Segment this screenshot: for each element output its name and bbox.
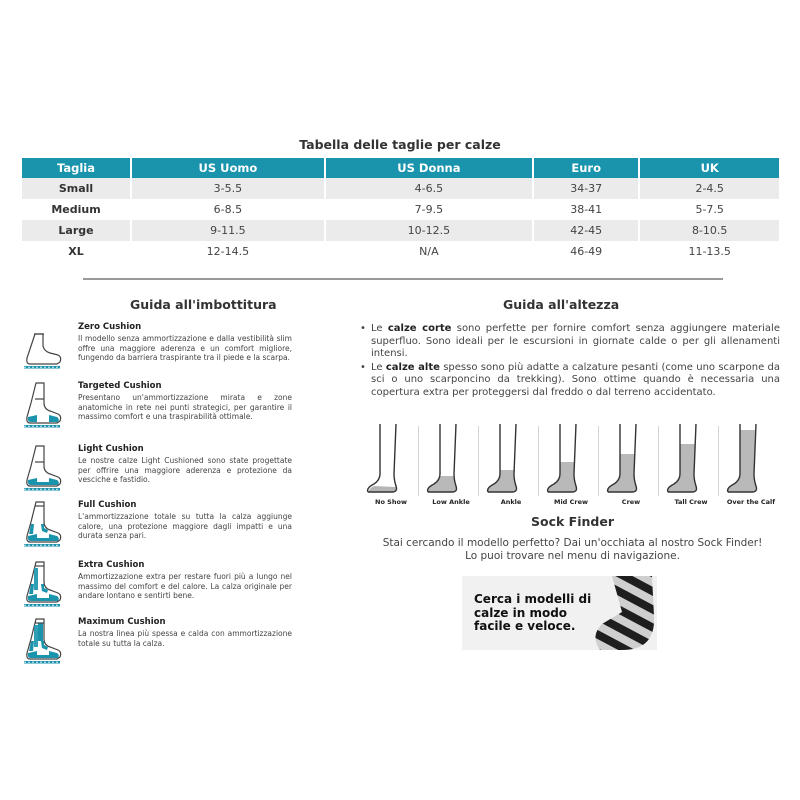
header-us-donna: US Donna <box>326 158 532 178</box>
cushion-item-full <box>22 500 292 555</box>
cushion-description: L'ammortizzazione totale su tutta la calza aggiunge calore, una protezione maggiore dagli impatti e una durata senza pari. <box>78 512 292 540</box>
sock-height-tall-crew <box>662 424 720 508</box>
table-cell: 2-4.5 <box>640 178 779 199</box>
sock-finder-text <box>360 537 785 563</box>
sock-height-label: No Show <box>375 498 407 506</box>
cushion-item-light <box>22 444 292 499</box>
table-row <box>22 178 779 199</box>
table-cell: 7-9.5 <box>414 203 444 216</box>
cushion-description: La nostra linea più spessa e calda con ammortizzazione totale su tutta la calza. <box>78 629 292 648</box>
cushion-description: Presentano un'ammortizzazione mirata e zone anatomiche in rete nei punti strategici, per garantire il massimo comfort e una traspirabilità ottimale. <box>78 393 292 421</box>
bold-term: calze alte <box>385 361 440 373</box>
bold-term: calze corte <box>387 323 452 334</box>
column-divider <box>418 426 419 496</box>
zero-cushion-sock-icon <box>22 322 62 370</box>
table-cell: 11-13.5 <box>688 245 731 258</box>
full-cushion-sock-icon <box>22 500 62 548</box>
column-divider <box>538 426 539 496</box>
sock-finder-title: Sock Finder <box>531 514 614 529</box>
extra-cushion-sock-icon <box>22 560 62 608</box>
sock-height-ankle <box>482 424 540 508</box>
cushion-name: Full Cushion <box>78 500 137 510</box>
table-cell: 42-45 <box>534 220 638 241</box>
sock-height-mid-crew <box>542 424 600 508</box>
size-label: XL <box>68 245 84 258</box>
cushion-name: Targeted Cushion <box>78 381 162 391</box>
cushion-item-maximum <box>22 617 292 672</box>
sock-height-low-ankle <box>422 424 480 508</box>
sock-finder-line: Stai cercando il modello perfetto? Dai un'occhiata al nostro Sock Finder! <box>382 537 763 549</box>
cushion-guide-title: Guida all'imbottitura <box>130 297 277 312</box>
sock-height-label: Ankle <box>500 498 522 506</box>
bullet-tall-socks: • Le calze alte spesso sono più adatte a calzature pesanti (come uno scarpone da sci o uno scarponcino da trekking). Sono ottime quando è necessaria una copertura extra per proteggersi dal freddo o dal terreno accidentato. <box>360 362 780 400</box>
table-cell: 10-12.5 <box>326 220 532 241</box>
cushion-item-targeted <box>22 381 292 436</box>
sock-finder-line: Lo puoi trovare nel menu di navigazione. <box>465 550 680 562</box>
column-divider <box>598 426 599 496</box>
sock-height-crew <box>602 424 660 508</box>
sock-height-no-show <box>362 424 420 508</box>
height-guide-bullets <box>360 323 780 400</box>
height-guide-title: Guida all'altezza <box>503 297 620 312</box>
cushion-name: Extra Cushion <box>78 560 145 570</box>
sock-height-label: Low Ankle <box>432 498 470 506</box>
size-label: Small <box>22 178 130 199</box>
table-cell: 3-5.5 <box>132 178 324 199</box>
cushion-description: Ammortizzazione extra per restare fuori più a lungo nel massimo del comfort e del calore. La calza originale per andare lontano e sentirti bene. <box>78 572 292 600</box>
table-row <box>22 220 779 241</box>
table-row <box>22 241 779 262</box>
sock-height-label: Tall Crew <box>674 498 708 506</box>
header-uk: UK <box>640 158 779 178</box>
table-cell: 6-8.5 <box>213 203 243 216</box>
maximum-cushion-sock-icon <box>22 617 62 665</box>
table-cell: 9-11.5 <box>132 220 324 241</box>
sock-height-chart <box>360 424 785 508</box>
size-table-header-row <box>22 158 779 178</box>
size-table-title: Tabella delle taglie per calze <box>299 137 501 152</box>
column-divider <box>718 426 719 496</box>
sock-height-label: Mid Crew <box>553 498 588 506</box>
table-cell: 8-10.5 <box>640 220 779 241</box>
sock-finder-banner[interactable] <box>462 576 657 650</box>
targeted-cushion-sock-icon <box>22 381 62 429</box>
column-divider <box>658 426 659 496</box>
table-cell: 46-49 <box>570 245 603 258</box>
light-cushion-sock-icon <box>22 444 62 492</box>
table-cell: 4-6.5 <box>326 178 532 199</box>
cushion-description: Il modello senza ammortizzazione e dalla vestibilità slim offre una maggiore aderenza e un comfort migliore, fungendo da barriera traspirante tra il piede e la scarpa. <box>78 334 292 362</box>
table-cell: 12-14.5 <box>206 245 250 258</box>
cushion-item-zero <box>22 322 292 377</box>
header-us-uomo: US Uomo <box>132 158 324 178</box>
section-divider <box>83 278 723 280</box>
sock-height-over-the-calf <box>722 424 780 508</box>
sock-height-label: Crew <box>621 498 641 506</box>
table-cell: 38-41 <box>570 203 603 216</box>
cushion-item-extra <box>22 560 292 615</box>
cushion-name: Maximum Cushion <box>78 617 166 627</box>
size-label: Large <box>22 220 130 241</box>
cushion-description: Le nostre calze Light Cushioned sono state progettate per offrire una maggiore aderenza e protezione da vesciche e fastidio. <box>78 456 292 484</box>
cushion-name: Zero Cushion <box>78 322 142 332</box>
size-label: Medium <box>51 203 101 216</box>
column-divider <box>478 426 479 496</box>
cushion-name: Light Cushion <box>78 444 144 454</box>
bullet-short-socks: • Le calze corte sono perfette per fornire comfort senza aggiungere materiale superfluo. Sono ideali per le escursioni in giornate calde o per gli allenamenti intensi. <box>360 323 780 361</box>
table-cell: 34-37 <box>534 178 638 199</box>
size-table <box>20 158 781 262</box>
header-taglia: Taglia <box>22 158 130 178</box>
table-cell: N/A <box>419 245 439 258</box>
table-cell: 5-7.5 <box>695 203 724 216</box>
header-euro: Euro <box>534 158 638 178</box>
table-row <box>22 199 779 220</box>
sock-height-label: Over the Calf <box>726 498 776 506</box>
banner-text: Cerca i modelli di calze in modo facile e veloce. <box>474 592 592 633</box>
